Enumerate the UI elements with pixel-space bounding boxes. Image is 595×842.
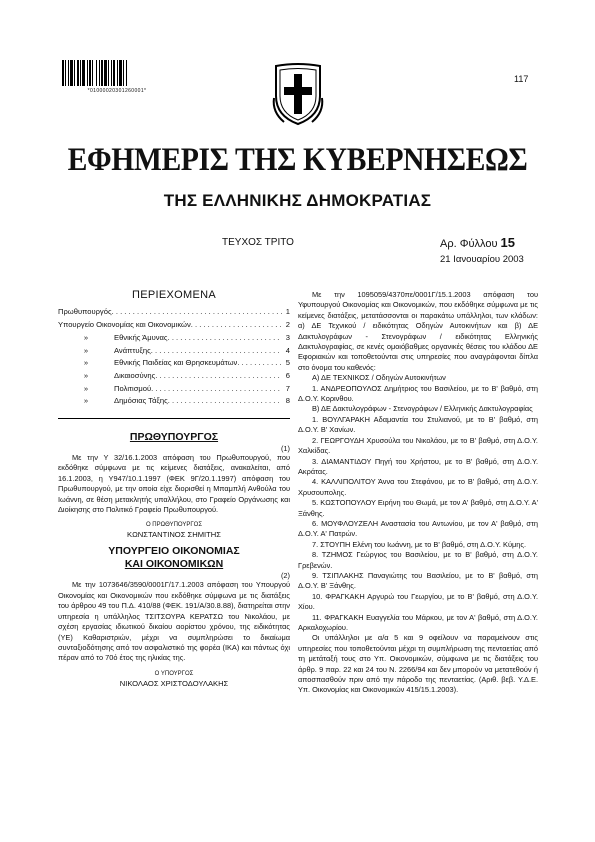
toc-item-page: 1 [285,307,290,317]
category-heading: Β) ΔΕ Δακτυλογράφων - Στενογράφων / Ελληνικής Δακτυλογραφίας [312,404,533,414]
signatory-role: Ο ΠΡΩΘΥΠΟΥΡΓΟΣ [145,522,203,529]
divider [58,418,290,419]
decision-text: Με την Υ 32/16.1.2003 απόφαση του Πρωθυπουργού, που εκδόθηκε σύμφωνα με τις κείμενες διατάξεις, ανακαλείται, από 16.1.2003, η Υ947/10.1.1997 (ΦΕΚ 9Γ/20.1.1997) απόφαση του Πρωθυπουργού, με την οποία είχε διορισθεί η Μπαμπλή Ανθούλα του Ιωάννη, σε θέση μετακλητής υπαλλήλου, στο Γραφείο Οργάνωσης και Διοίκησης στο Πολιτικό Γραφείο Πρωθυπουργού. [58,453,290,515]
list-item: 3. ΔΙΑΜΑΝΤΙΔΟΥ Πηγή του Χρήστου, με το Β' βαθμό, στη Δ.Ο.Υ. Ακράτας. [298,456,538,476]
toc-dot-leader [168,395,282,408]
toc-dot-leader [237,357,282,370]
list-item: 4. ΚΑΛΛΙΠΟΛΙΤΟΥ Άννα του Στεφάνου, με το Β' βαθμό, στη Δ.Ο.Υ. Χρυσουπολης. [298,477,538,497]
toc-item-label: Υπουργείο Οικονομίας και Οικονομικών [58,320,191,330]
sheet-label: Αρ. Φύλλου [440,238,498,250]
toc-item-label: Πρωθυπουργός [58,307,112,317]
toc-item [58,319,290,332]
list-item: 10. ΦΡΑΓΚΑΚΗ Αργυρώ του Γεωργίου, με το Β' βαθμό, στη Δ.Ο.Υ. Χίου. [298,591,538,612]
item-number: (1) [280,444,290,454]
list-item: 8. ΤΖΗΜΟΣ Γεώργιος του Βασιλείου, με το Β' βαθμό, στη Δ.Ο.Υ. Γρεβενών. [298,550,538,570]
list-item: 5. ΚΩΣΤΟΠΟΥΛΟΥ Ειρήνη του Θωμά, με τον Α' βαθμό, στη Δ.Ο.Υ. Α' Ξάνθης. [298,498,538,518]
list-item: 2. ΓΕΩΡΓΟΥΔΗ Χρυσούλα του Νικολάου, με το Β' βαθμό, στη Δ.Ο.Υ. Χαλκίδας. [298,435,538,456]
toc-item [58,370,290,383]
gazette-title: ΕΦΗΜΕΡΙΣ ΤΗΣ ΚΥΒΕΡΝΗΣΕΩΣ [67,142,528,178]
toc-item [58,306,290,319]
toc-item [58,357,290,370]
right-column [298,290,538,696]
barcode-number: *01000020301260001* [87,88,147,94]
toc-item-mark: » [83,332,89,342]
issue-date: 21 Ιανουαρίου 2003 [440,254,524,265]
list-item: 7. ΣΤΟΥΠΗ Ελένη του Ιωάννη, με το Β' βαθμό, στη Δ.Ο.Υ. Κύμης. [312,539,526,549]
decision-text: Με την 1073646/3590/0001Γ/17.1.2003 απόφαση του Υπουργού Οικονομίας και Οικονομικών που εκδόθηκε σύμφωνα με τις διατάξεις του άρθρου 49 του Π.Δ. 410/88 (ΦΕΚ. 191/Α/30.8.88), διατηρείται στην υπηρεσία η υπάλληλος ΤΣΙΤΣΟΥΡΑ ΚΕΡΑΤΣΩ του Νικολάου, με σχέση εργασίας ιδιωτικού δικαίου αορίστου χρόνου, της ειδικότητας (ΥΕ) Καθαριστριών, μέχρι να συμπληρώσει το δικαίωμα συνταξιοδότησης από τον ασφαλιστικό της φορέα (ΙΚΑ) και πάντως όχι πέραν από το 70ό έτος της ηλικίας της. [58,580,290,663]
list-item: 11. ΦΡΑΓΚΑΚΗ Ευαγγελία του Μάρκου, με τον Α' βαθμό, στη Δ.Ο.Υ. Αρκαλοχωρίου. [298,612,538,632]
toc-dot-leader [112,306,282,319]
toc-item-page: 3 [285,332,290,342]
coat-of-arms-emblem [270,62,326,126]
barcode [62,60,172,86]
signatory-name: ΚΩΝΣΤΑΝΤΙΝΟΣ ΣΗΜΙΤΗΣ [127,530,221,540]
decision-text: Με την 1095059/4370πε/0001Γ/15.1.2003 απόφαση του Υφυπουργού Οικονομίας και Οικονομικών, που εκδόθηκε σύμφωνα με τις κείμενες διατάξεις, μετατάσσονται οι παρακάτω υπάλληλοι, των κλάδων: α) ΔΕ Τεχνικού / ειδικότητας Οδηγών Αυτοκινήτων και β) ΔΕ Δακτυλογράφων - Στενογράφων / ειδικότητας Ελληνικής Δακτυλογραφίας, σε κενές ομοιόβαθμες οργανικές θέσεις του κλάδου ΔΕ Εφοριακών και τοποθετούνται στις υπηρεσίες που αναγράφονται δίπλα στο όνομα του καθενός: [298,290,538,372]
list-item: 6. ΜΟΥΦΛΟΥΖΕΛΗ Αναστασία του Αντωνίου, με τον Α' βαθμό, στη Δ.Ο.Υ. Α' Πατρών. [298,518,538,539]
toc-item-mark: » [83,358,89,368]
sheet-number [440,235,515,250]
toc-item [58,345,290,358]
list-item: 1. ΒΟΥΛΓΑΡΑΚΗ Αδαμαντία του Στυλιανού, με το Β' βαθμό, στη Δ.Ο.Υ. Β' Χανίων. [298,414,538,435]
signatory-role: Ο ΥΠΟΥΡΓΟΣ [154,670,194,677]
employee-list [298,415,538,634]
toc-item-mark: » [83,345,89,355]
toc-dot-leader [151,383,282,396]
toc-item-label: Εθνικής Παιδείας και Θρησκευμάτων [114,358,238,368]
item-number: (2) [280,571,290,581]
table-of-contents [58,306,290,408]
section-title-ministry-2: ΚΑΙ ΟΙΚΟΝΟΜΙΚΩΝ [124,558,224,571]
sheet-value: 15 [500,235,515,250]
toc-item-page: 4 [285,345,290,355]
toc-item-label: Δικαιοσύνης [114,370,156,380]
toc-item-label: Ανάπτυξης [114,345,151,355]
toc-item-page: 7 [285,383,290,393]
toc-item [58,383,290,396]
toc-item-label: Πολιτισμού [114,383,152,393]
toc-item [58,395,290,408]
page-number: 117 [514,74,529,84]
toc-item-page: 8 [285,396,290,406]
toc-item-mark: » [83,370,89,380]
toc-item-mark: » [83,396,89,406]
toc-item-page: 2 [285,320,290,330]
toc-item-page: 6 [285,370,290,380]
toc-dot-leader [151,345,282,358]
toc-item-page: 5 [285,358,290,368]
toc-item [58,332,290,345]
toc-dot-leader [191,319,282,332]
section-title-pm: ΠΡΩΘΥΠΟΥΡΓΟΣ [129,431,219,444]
category-heading: Α) ΔΕ ΤΕΧΝΙΚΟΣ / Οδηγών Αυτοκινήτων [312,373,446,383]
list-item: 1. ΑΝΔΡΕΟΠΟΥΛΟΣ Δημήτριος του Βασιλείου, με το Β' βαθμό, στη Δ.Ο.Υ. Κορινθου. [298,383,538,404]
list-item: 9. ΤΣΙΠΛΑΚΗΣ Παναγιώτης του Βασιλείου, με το Β' βαθμό, στη Δ.Ο.Υ. Β' Ξάνθης. [298,570,538,591]
signatory-name: ΝΙΚΟΛΑΟΣ ΧΡΙΣΤΟΔΟΥΛΑΚΗΣ [119,678,229,688]
left-column [58,290,290,689]
toc-dot-leader [168,332,282,345]
toc-item-label: Εθνικής Άμυνας [114,332,168,342]
gazette-subtitle: ΤΗΣ ΕΛΛΗΝΙΚΗΣ ΔΗΜΟΚΡΑΤΙΑΣ [163,191,432,210]
section-title-ministry: ΥΠΟΥΡΓΕΙΟ ΟΙΚΟΝΟΜΙΑΣ [108,545,240,558]
toc-title: ΠΕΡΙΕΧΟΜΕΝΑ [132,289,216,301]
toc-item-label: Δημόσιας Τάξης [114,396,168,406]
toc-dot-leader [155,370,282,383]
issue-label: ΤΕΥΧΟΣ ΤΡΙΤΟ [222,237,294,248]
closing-text: Οι υπάλληλοι με α/α 5 και 9 οφείλουν να παραμείνουν στις υπηρεσίες που τοποθετούνται μέχρι τη συμπλήρωση της πενταετίας από τη μετάταξή τους στο Υπ. Οικονομικών, σύμφωνα με τις διατάξεις του άρθρ. 9 παρ. 22 και 24 του Ν. 2266/94 και δεν μπορούν να μετατεθούν ή αποσπασθούν πριν από την πάροδο της πενταετίας. (Αριθ. βεβ. Υ.Δ.Ε. Υπ. Οικονομίας και Οικονομικών 415/15.1.2003). [298,633,538,695]
toc-item-mark: » [83,383,89,393]
